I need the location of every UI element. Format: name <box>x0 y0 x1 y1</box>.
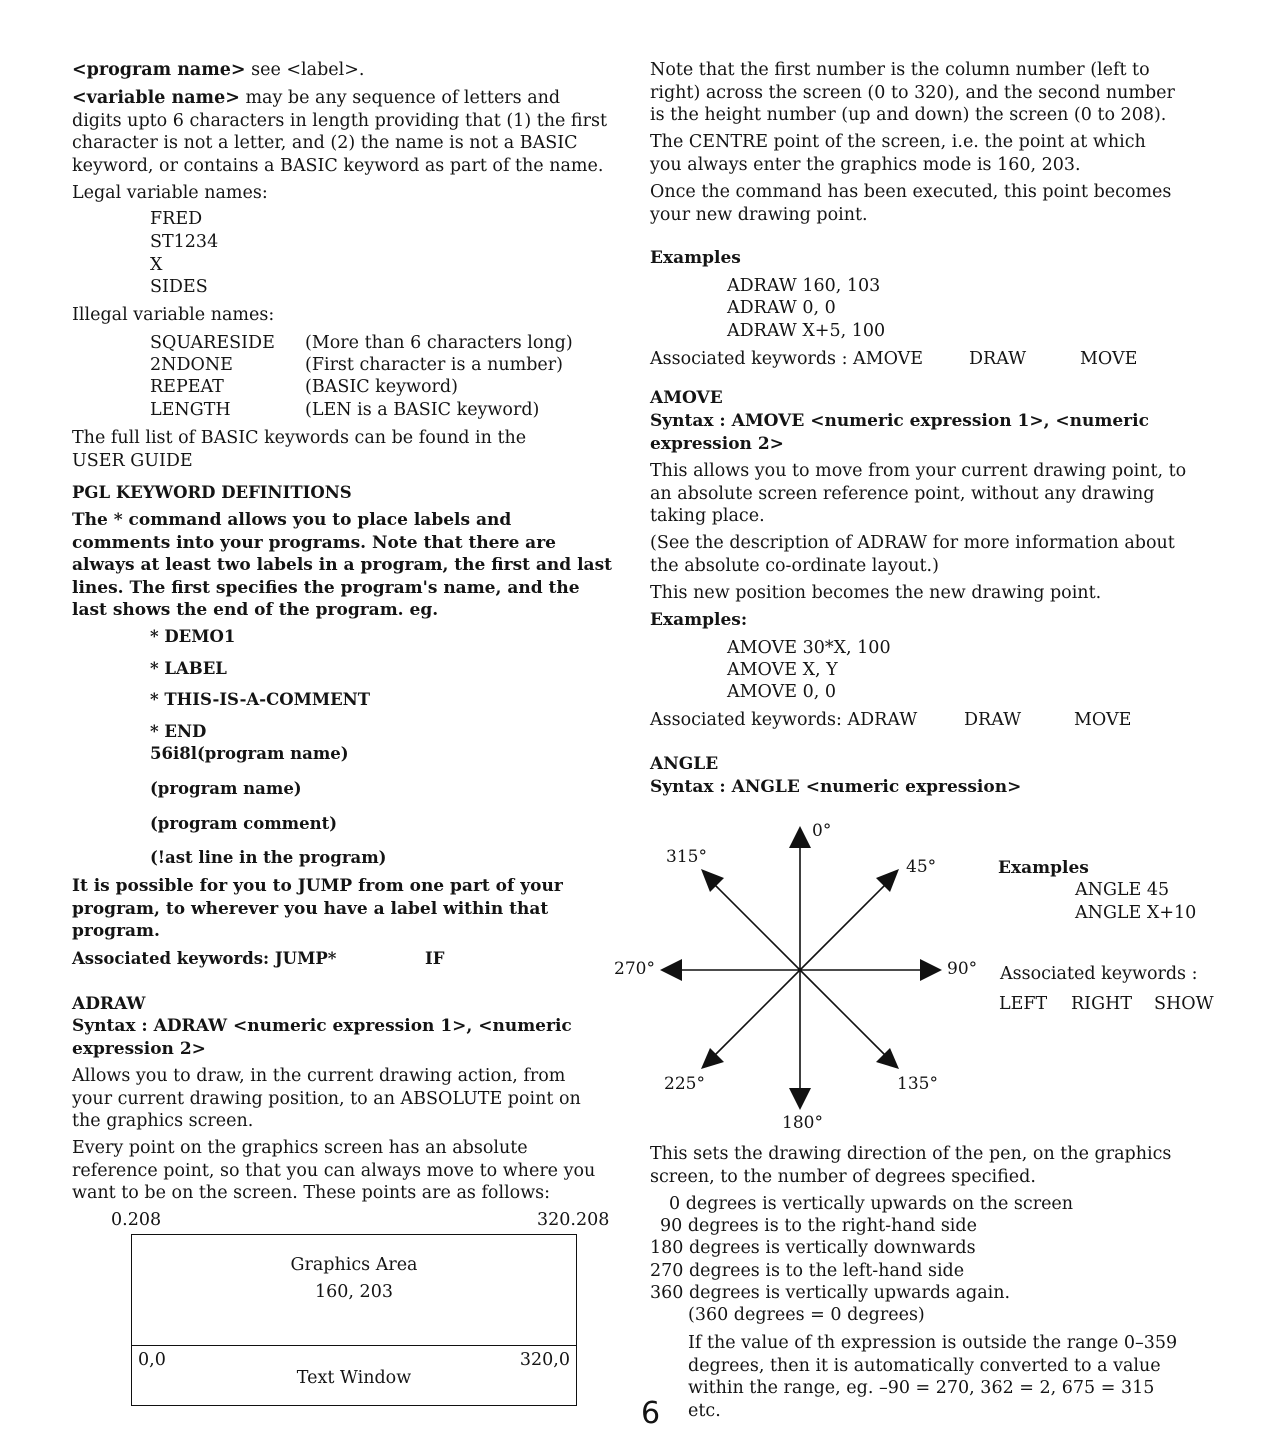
variable-name-rest: may be any sequence of letters and digits upto 6 characters in length providing that (1) the first character is not a letter, and (2) the name is not a BASIC keyword, or contains a BASIC keyword as part of the name. <box>72 88 607 176</box>
degree-line: 360 degrees is vertically upwards again. <box>650 1283 1011 1303</box>
range-note: If the value of th expression is outside the range 0–359 degrees, then it is automatically converted to a value within the range, eg. –90 = 270, 362 = 2, 675 = 315 etc. <box>688 1333 1178 1421</box>
adraw-examples-heading: Examples <box>650 248 741 268</box>
program-name-definition <box>72 59 612 82</box>
amove-see: (See the description of ADRAW for more information about the absolute co-ordinate layout.) <box>650 533 1175 576</box>
amove-example: AMOVE 0, 0 <box>727 682 836 702</box>
jump-text: It is possible for you to JUMP from one part of your program, to wherever you have a label within that program. <box>72 876 563 941</box>
adraw-heading: ADRAW <box>72 994 146 1014</box>
label-270: 270° <box>614 959 655 979</box>
arrow-135 <box>876 1048 899 1069</box>
assoc-angle-kw: LEFT <box>999 994 1048 1014</box>
variable-name-definition <box>72 87 612 177</box>
assoc-amove-kw: DRAW <box>964 710 1022 730</box>
assoc-adraw-label: Associated keywords : AMOVE <box>650 349 924 369</box>
label-0: 0° <box>812 821 832 841</box>
label-90: 90° <box>947 959 978 979</box>
star-intro: The * command allows you to place labels and comments into your programs. Note that there are always at least two labels in a program, the first and last lines. The first specifies the program's name, and the last shows the end of the program. eg. <box>72 510 612 620</box>
page-number: 6 <box>641 1396 661 1431</box>
graphics-center-coord: 160, 203 <box>315 1282 393 1302</box>
screen-top-left-coord: 0.208 <box>111 1210 162 1230</box>
label-135: 135° <box>897 1074 938 1094</box>
once-note: Once the command has been executed, this point becomes your new drawing point. <box>650 182 1172 225</box>
legal-name: X <box>150 255 163 275</box>
star-note: (!ast line in the program) <box>150 848 387 867</box>
amove-examples-heading: Examples: <box>650 610 748 630</box>
label-45: 45° <box>906 857 937 877</box>
angle-compass-diagram <box>600 810 1000 1140</box>
angle-desc: This sets the drawing direction of the pen, on the graphics screen, to the number of degrees specified. <box>650 1144 1172 1187</box>
arrow-45 <box>876 869 899 892</box>
angle-examples-heading: Examples <box>998 858 1089 878</box>
graphics-screen-diagram <box>131 1234 577 1406</box>
illegal-name: REPEAT <box>150 377 224 397</box>
illegal-name: LENGTH <box>150 400 231 420</box>
arrow-0 <box>789 826 811 848</box>
angle-example: ANGLE 45 <box>1075 880 1170 900</box>
amove-example: AMOVE 30*X, 100 <box>727 638 891 658</box>
star-example: * END <box>150 722 207 741</box>
adraw-example: ADRAW X+5, 100 <box>727 321 886 341</box>
arrow-90 <box>920 959 942 981</box>
assoc-adraw-kw: DRAW <box>969 349 1027 369</box>
assoc-star-label: Associated keywords: JUMP* <box>72 949 337 968</box>
adraw-every: Every point on the graphics screen has an absolute reference point, so that you can always move to where you want to be on the screen. These points are as follows: <box>72 1138 596 1203</box>
illegal-reason: (BASIC keyword) <box>305 377 458 397</box>
degree-line: 180 degrees is vertically downwards <box>650 1238 976 1258</box>
coord-note: Note that the first number is the column number (left to right) across the screen (0 to 320), and the second number is the height number (up and down) the screen (0 to 208). <box>650 60 1175 125</box>
star-example: * DEMO1 <box>150 627 236 646</box>
full-list-note: The full list of BASIC keywords can be found in the USER GUIDE <box>72 428 527 471</box>
graphics-area-label: Graphics Area <box>290 1255 418 1275</box>
star-note: 56i8l(program name) <box>150 744 349 763</box>
legal-heading: Legal variable names: <box>72 183 268 203</box>
centre-note: The CENTRE point of the screen, i.e. the point at which you always enter the graphics mode is 160, 203. <box>650 132 1146 175</box>
illegal-reason: (LEN is a BASIC keyword) <box>305 400 540 420</box>
assoc-angle-label: Associated keywords : <box>1000 964 1198 984</box>
text-window-divider <box>132 1345 576 1346</box>
legal-name: FRED <box>150 209 203 229</box>
legal-name: ST1234 <box>150 232 219 252</box>
angle-heading: ANGLE <box>650 754 719 774</box>
amove-example: AMOVE X, Y <box>727 660 838 680</box>
screen-bottom-right-coord: 320,0 <box>519 1350 570 1370</box>
adraw-example: ADRAW 160, 103 <box>727 276 881 296</box>
arrow-225 <box>701 1048 724 1069</box>
label-315: 315° <box>666 847 707 867</box>
amove-desc: This allows you to move from your current drawing point, to an absolute screen reference point, without any drawing taking place. <box>650 461 1187 526</box>
degree-line: 90 degrees is to the right-hand side <box>660 1216 977 1236</box>
variable-name-term: <variable name> <box>72 88 240 108</box>
assoc-amove-label: Associated keywords: ADRAW <box>650 710 918 730</box>
illegal-reason: (More than 6 characters long) <box>305 333 573 353</box>
illegal-name: 2NDONE <box>150 355 233 375</box>
degree-line: 270 degrees is to the left-hand side <box>650 1261 965 1281</box>
illegal-name: SQUARESIDE <box>150 333 275 353</box>
degree-line: 0 degrees is vertically upwards on the screen <box>669 1194 1074 1214</box>
arrow-270 <box>660 959 682 981</box>
pgl-heading: PGL KEYWORD DEFINITIONS <box>72 483 352 502</box>
screen-bottom-left-coord: 0,0 <box>138 1350 166 1370</box>
program-name-rest: see <label>. <box>245 60 365 80</box>
amove-heading: AMOVE <box>650 388 723 408</box>
assoc-angle-kw: RIGHT <box>1071 994 1133 1014</box>
angle-example: ANGLE X+10 <box>1075 903 1197 923</box>
assoc-star-kw: IF <box>425 949 445 968</box>
label-225: 225° <box>664 1074 705 1094</box>
amove-syntax: Syntax : AMOVE <numeric expression 1>, <numeric expression 2> <box>650 411 1149 454</box>
star-example: * THIS-IS-A-COMMENT <box>150 690 371 709</box>
amove-new: This new position becomes the new drawing point. <box>650 583 1102 603</box>
illegal-reason: (First character is a number) <box>305 355 563 375</box>
adraw-syntax: Syntax : ADRAW <numeric expression 1>, <numeric expression 2> <box>72 1016 572 1059</box>
adraw-desc: Allows you to draw, in the current drawing action, from your current drawing position, to an ABSOLUTE point on the graphics screen. <box>72 1066 581 1131</box>
arrow-180 <box>789 1088 811 1110</box>
program-name-term: <program name> <box>72 60 246 80</box>
angle-syntax: Syntax : ANGLE <numeric expression> <box>650 777 1022 797</box>
text-window-label: Text Window <box>296 1368 412 1388</box>
adraw-example: ADRAW 0, 0 <box>727 298 836 318</box>
assoc-adraw-kw: MOVE <box>1080 349 1138 369</box>
star-example: * LABEL <box>150 659 227 678</box>
screen-top-right-coord: 320.208 <box>537 1210 610 1230</box>
label-180: 180° <box>782 1113 823 1133</box>
star-note: (program name) <box>150 779 302 798</box>
star-note: (program comment) <box>150 814 338 833</box>
degree-equiv: (360 degrees = 0 degrees) <box>688 1305 925 1325</box>
legal-name: SIDES <box>150 277 208 297</box>
assoc-angle-kw: SHOW <box>1154 994 1214 1014</box>
illegal-heading: Illegal variable names: <box>72 305 275 325</box>
arrow-315 <box>701 869 724 892</box>
assoc-amove-kw: MOVE <box>1074 710 1132 730</box>
